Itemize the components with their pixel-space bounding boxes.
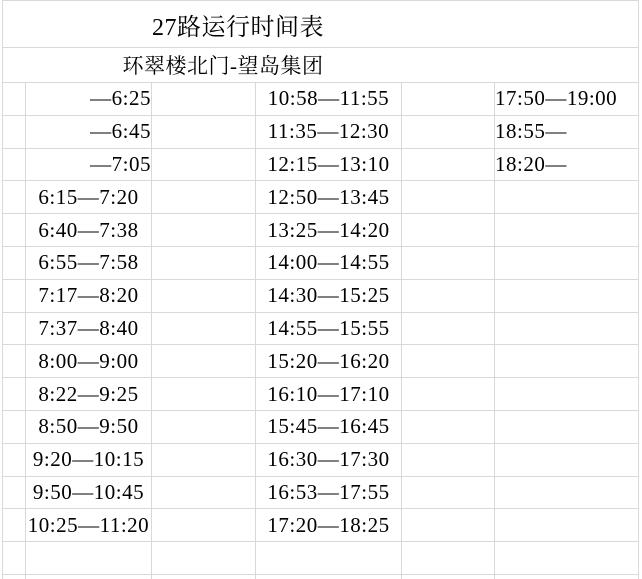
- gap-cell[interactable]: [26, 574, 152, 579]
- table-row: [3, 345, 639, 378]
- gap-cell[interactable]: [152, 345, 256, 378]
- schedule-cell-evening[interactable]: [495, 410, 639, 443]
- schedule-cell-midday[interactable]: 15:20—16:20: [256, 345, 402, 378]
- schedule-cell-morning[interactable]: 9:20—10:15: [26, 443, 152, 476]
- table-row: [3, 279, 639, 312]
- gap-cell[interactable]: [402, 574, 495, 579]
- gutter-cell[interactable]: [3, 246, 26, 279]
- route-name: 环翠楼北门-望岛集团: [122, 54, 324, 78]
- gutter-cell[interactable]: [3, 115, 26, 148]
- schedule-cell-evening[interactable]: [495, 312, 639, 345]
- schedule-cell-morning[interactable]: 8:50—9:50: [26, 410, 152, 443]
- gap-cell[interactable]: [152, 410, 256, 443]
- gap-cell[interactable]: [402, 312, 495, 345]
- schedule-cell-midday[interactable]: 14:30—15:25: [256, 279, 402, 312]
- schedule-cell-morning[interactable]: —6:45: [26, 115, 152, 148]
- schedule-cell-morning[interactable]: 7:37—8:40: [26, 312, 152, 345]
- table-row: [3, 378, 639, 411]
- schedule-cell-evening[interactable]: [495, 542, 639, 575]
- gutter-cell[interactable]: [3, 443, 26, 476]
- gap-cell[interactable]: [152, 476, 256, 509]
- gap-cell[interactable]: [402, 378, 495, 411]
- table-row: [3, 181, 639, 214]
- gutter-cell[interactable]: [3, 148, 26, 181]
- schedule-cell-evening[interactable]: [495, 214, 639, 247]
- gap-cell[interactable]: [402, 443, 495, 476]
- gutter-cell[interactable]: [3, 345, 26, 378]
- table-row: [3, 115, 639, 148]
- gap-cell[interactable]: [402, 542, 495, 575]
- gap-cell[interactable]: [152, 279, 256, 312]
- gap-cell[interactable]: [402, 279, 495, 312]
- schedule-cell-midday[interactable]: 14:55—15:55: [256, 312, 402, 345]
- gutter-cell[interactable]: [3, 476, 26, 509]
- table-row: [3, 542, 639, 575]
- gutter-cell[interactable]: [3, 312, 26, 345]
- gap-cell[interactable]: [402, 83, 495, 116]
- gutter-cell[interactable]: [3, 214, 26, 247]
- gap-cell[interactable]: [152, 214, 256, 247]
- gap-cell[interactable]: [152, 542, 256, 575]
- gap-cell[interactable]: [495, 574, 639, 579]
- table-row: [3, 148, 639, 181]
- gap-cell[interactable]: [402, 214, 495, 247]
- gap-cell[interactable]: [402, 410, 495, 443]
- schedule-cell-morning[interactable]: 6:15—7:20: [26, 181, 152, 214]
- schedule-cell-midday[interactable]: 14:00—14:55: [256, 246, 402, 279]
- gutter-cell[interactable]: [3, 83, 26, 116]
- schedule-cell-midday[interactable]: 10:58—11:55: [256, 83, 402, 116]
- gutter-cell[interactable]: [3, 410, 26, 443]
- gap-cell[interactable]: [402, 148, 495, 181]
- gap-cell[interactable]: [402, 509, 495, 542]
- gap-cell[interactable]: [402, 181, 495, 214]
- gutter-cell[interactable]: [3, 509, 26, 542]
- table-row: [3, 83, 639, 116]
- schedule-cell-midday[interactable]: 11:35—12:30: [256, 115, 402, 148]
- page-title: 27路运行时间表: [152, 14, 324, 41]
- schedule-cell-evening[interactable]: [495, 443, 639, 476]
- schedule-cell-evening[interactable]: 17:50—19:00: [495, 83, 639, 116]
- schedule-cell-midday[interactable]: 16:10—17:10: [256, 378, 402, 411]
- table-row: [3, 246, 639, 279]
- schedule-cell-midday[interactable]: 12:15—13:10: [256, 148, 402, 181]
- schedule-cell-morning[interactable]: 8:22—9:25: [26, 378, 152, 411]
- table-row: [3, 214, 639, 247]
- schedule-cell-evening[interactable]: [495, 181, 639, 214]
- schedule-cell-evening[interactable]: 18:20—: [495, 148, 639, 181]
- schedule-cell-evening[interactable]: [495, 509, 639, 542]
- subtitle-cell[interactable]: [3, 48, 639, 83]
- gutter-cell[interactable]: [3, 378, 26, 411]
- table-row: [3, 509, 639, 542]
- gap-cell[interactable]: [152, 378, 256, 411]
- gap-cell[interactable]: [402, 246, 495, 279]
- table-row: [3, 410, 639, 443]
- schedule-cell-morning[interactable]: 8:00—9:00: [26, 345, 152, 378]
- schedule-cell-midday[interactable]: 16:30—17:30: [256, 443, 402, 476]
- gutter-cell[interactable]: [3, 279, 26, 312]
- gap-cell[interactable]: [402, 476, 495, 509]
- schedule-cell-midday[interactable]: 16:53—17:55: [256, 476, 402, 509]
- gap-cell[interactable]: [152, 148, 256, 181]
- title-row: [3, 1, 639, 48]
- schedule-cell-morning[interactable]: —6:25: [26, 83, 152, 116]
- gap-cell[interactable]: [256, 574, 402, 579]
- schedule-cell-morning[interactable]: [26, 542, 152, 575]
- gap-cell[interactable]: [152, 574, 256, 579]
- table-row: [3, 476, 639, 509]
- schedule-cell-midday[interactable]: 17:20—18:25: [256, 509, 402, 542]
- schedule-cell-morning[interactable]: 6:40—7:38: [26, 214, 152, 247]
- schedule-cell-midday[interactable]: 12:50—13:45: [256, 181, 402, 214]
- gap-cell[interactable]: [152, 509, 256, 542]
- gap-cell[interactable]: [152, 312, 256, 345]
- gap-cell[interactable]: [152, 181, 256, 214]
- schedule-cell-morning[interactable]: 10:25—11:20: [26, 509, 152, 542]
- partial-row: [3, 574, 639, 579]
- gutter-cell[interactable]: [3, 542, 26, 575]
- schedule-cell-evening[interactable]: [495, 246, 639, 279]
- schedule-cell-morning[interactable]: —7:05: [26, 148, 152, 181]
- schedule-cell-morning[interactable]: 7:17—8:20: [26, 279, 152, 312]
- gutter-cell[interactable]: [3, 181, 26, 214]
- schedule-cell-evening[interactable]: [495, 345, 639, 378]
- subtitle-row: [3, 48, 639, 83]
- table-row: [3, 443, 639, 476]
- gap-cell[interactable]: [152, 83, 256, 116]
- schedule-cell-evening[interactable]: [495, 279, 639, 312]
- schedule-cell-evening[interactable]: 18:55—: [495, 115, 639, 148]
- gap-cell[interactable]: [152, 443, 256, 476]
- title-cell[interactable]: [3, 1, 639, 48]
- timetable: [2, 0, 639, 579]
- schedule-cell-midday[interactable]: [256, 542, 402, 575]
- gutter-cell[interactable]: [3, 574, 26, 579]
- schedule-cell-evening[interactable]: [495, 476, 639, 509]
- schedule-cell-morning[interactable]: 9:50—10:45: [26, 476, 152, 509]
- gap-cell[interactable]: [152, 115, 256, 148]
- gap-cell[interactable]: [402, 345, 495, 378]
- schedule-cell-evening[interactable]: [495, 378, 639, 411]
- schedule-cell-midday[interactable]: 15:45—16:45: [256, 410, 402, 443]
- gap-cell[interactable]: [152, 246, 256, 279]
- table-row: [3, 312, 639, 345]
- schedule-cell-midday[interactable]: 13:25—14:20: [256, 214, 402, 247]
- schedule-cell-morning[interactable]: 6:55—7:58: [26, 246, 152, 279]
- gap-cell[interactable]: [402, 115, 495, 148]
